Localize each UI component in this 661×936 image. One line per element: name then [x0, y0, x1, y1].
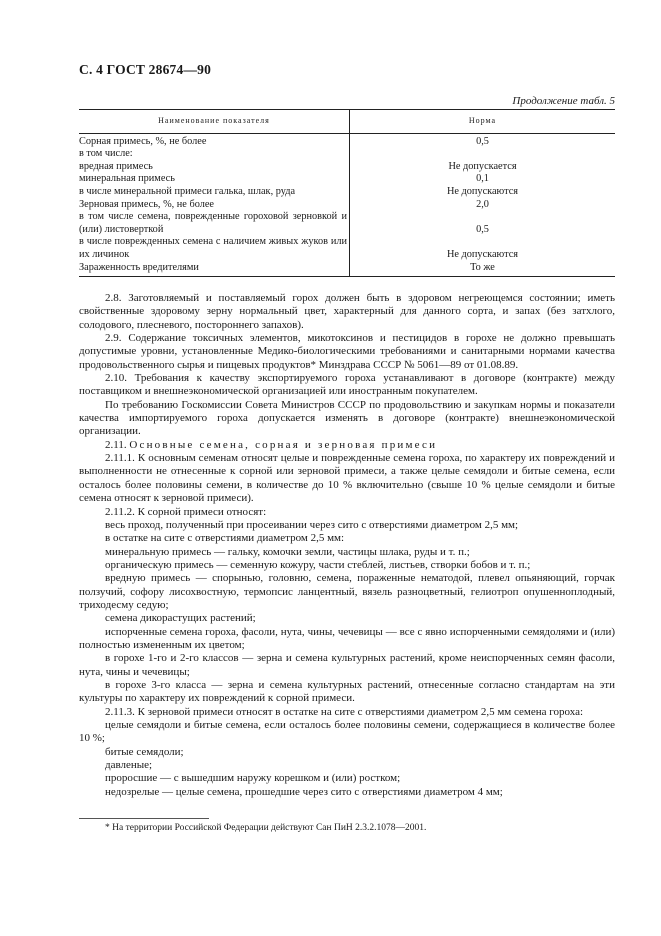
indicator-cell: вредная примесь — [79, 161, 350, 174]
list-item: в горохе 1-го и 2-го классов — зерна и семена культурных растений, кроме неиспорченных семян фасоли, нута, чины и чечевицы; — [79, 652, 615, 678]
norm-cell: 0,1 — [476, 173, 489, 185]
table-row — [79, 186, 615, 199]
footnote-divider — [79, 818, 209, 819]
column-header-indicator: Наименование показателя — [79, 110, 350, 134]
list-item: давленые; — [105, 759, 153, 772]
norm-cell: Не допускаются — [446, 248, 519, 260]
list-item: в горохе 3-го класса — зерна и семена культурных растений, отнесенные согласно стандартам на эти культуры по характеру их повреждений к сорной примеси. — [79, 678, 615, 705]
table-row — [79, 148, 615, 161]
indicator-cell: Зараженность вредителями — [79, 262, 350, 277]
norm-cell: Не допускаются — [446, 185, 519, 197]
table-header-row — [79, 110, 615, 134]
body-text — [79, 292, 615, 799]
norm-cell: Не допускается — [448, 160, 517, 172]
page-header: С. 4 ГОСТ 28674—90 — [79, 62, 212, 77]
norm-cell: 0,5 — [476, 223, 489, 235]
paragraph-2-11-1: 2.11.1. К основным семенам относят целые и поврежденные семена гороха, по характеру их повреждений и выполненности не отнесенные к сорной или зерновой примеси, а также целые семядоли и битые семена, если осталось более половины семени, в количестве до 10 % включительно (свыше 10 % целые семядоли и битые семена относят к зерновой примеси). — [79, 452, 615, 505]
list-item: вредную примесь — спорынью, головню, семена, пораженные нематодой, плевел опьяняющий, горчак ползучий, софору лисохвостную, термопсис ланцентный, вязель разноцветный, гелиотроп опушенноплодный, триходесму седую; — [79, 572, 615, 611]
paragraph-2-10: 2.10. Требования к качеству экспортируемого гороха устанавливают в договоре (контракте) между поставщиком и внешнеэкономической организацией или иностранным покупателем. — [79, 372, 615, 398]
table-row — [79, 199, 615, 212]
paragraph-2-9: 2.9. Содержание токсичных элементов, микотоксинов и пестицидов в горохе не должно превышать допустимые уровни, установленные Медико-биологическими требованиями и санитарными нормами качества продовольственного сырья и пищевых продуктов* Минздрава СССР № 5061—89 от 01.08.89. — [79, 332, 615, 371]
paragraph-2-8: 2.8. Заготовляемый и поставляемый горох должен быть в здоровом негреющемся состоянии; иметь свойственные здоровому зерну нормальный цвет, характерный для данного сорта, и запах (без затхлого, солодового, плесневого, постороннего запахов). — [79, 292, 615, 331]
table-row — [79, 262, 615, 277]
list-item: испорченные семена гороха, фасоли, нута, чины, чечевицы — все с явно испорченными семядолями и (или) полностью измененным их цветом; — [79, 625, 615, 651]
norm-cell: 0,5 — [476, 135, 489, 147]
indicator-cell: в том числе семена, поврежденные гороховой зерновкой и (или) листоверткой — [79, 211, 350, 236]
list-item: весь проход, полученный при просеивании через сито с отверстиями диаметром 2,5 мм; — [105, 518, 519, 531]
footnote: * На территории Российской Федерации действуют Сан ПиН 2.3.2.1078—2001. — [105, 823, 427, 833]
list-item: недозрелые — целые семена, прошедшие через сито с отверстиями диаметром 4 мм; — [105, 785, 503, 798]
norm-cell — [350, 148, 616, 161]
list-item: битые семядоли; — [105, 745, 184, 758]
quality-table — [79, 109, 615, 277]
section-number: 2.11. — [105, 438, 127, 451]
indicator-cell: Сорная примесь, %, не более — [79, 133, 350, 148]
list-item: органическую примесь — семенную кожуру, части стеблей, листьев, створки бобов и т. п.; — [105, 558, 531, 571]
indicator-cell: в том числе: — [79, 148, 350, 161]
indicator-cell: минеральная примесь — [79, 173, 350, 186]
paragraph-2-11-2: 2.11.2. К сорной примеси относят: — [105, 505, 267, 518]
list-item: семена дикорастущих растений; — [105, 612, 256, 625]
paragraph-2-11-3: 2.11.3. К зерновой примеси относят в остатке на сите с отверстиями диаметром 2,5 мм семена гороха: — [105, 705, 584, 718]
list-item: минеральную примесь — гальку, комочки земли, частицы шлака, руды и т. п.; — [105, 545, 470, 558]
list-item: целые семядоли и битые семена, если осталось более половины семени, содержащиеся в количестве более 10 %; — [79, 719, 615, 745]
table-row — [79, 211, 615, 236]
list-item: проросшие — с вышедшим наружу корешком и (или) ростком; — [105, 772, 401, 785]
indicator-cell: в числе поврежденных семена с наличием живых жуков или их личинок — [79, 236, 350, 261]
table-row — [79, 173, 615, 186]
section-heading-2-11 — [79, 439, 615, 452]
table-continuation-caption: Продолжение табл. 5 — [512, 95, 615, 107]
list-item: в остатке на сите с отверстиями диаметром 2,5 мм: — [105, 532, 345, 545]
indicator-cell: Зерновая примесь, %, не более — [79, 199, 350, 212]
norm-cell: То же — [350, 262, 616, 277]
table-row — [79, 161, 615, 174]
section-title: Основные семена, сорная и зерновая примеси — [129, 438, 438, 451]
paragraph-import: По требованию Госкомиссии Совета Министров СССР по продовольствию и закупкам нормы и показатели качества импортируемого гороха допускается изменять в договоре (контракте) внешнеэкономической организации. — [79, 398, 615, 438]
column-header-norm: Норма — [350, 110, 616, 134]
table-row — [79, 236, 615, 261]
indicator-cell: в числе минеральной примеси галька, шлак, руда — [79, 186, 350, 199]
norm-cell: 2,0 — [476, 198, 489, 210]
table-row — [79, 133, 615, 148]
